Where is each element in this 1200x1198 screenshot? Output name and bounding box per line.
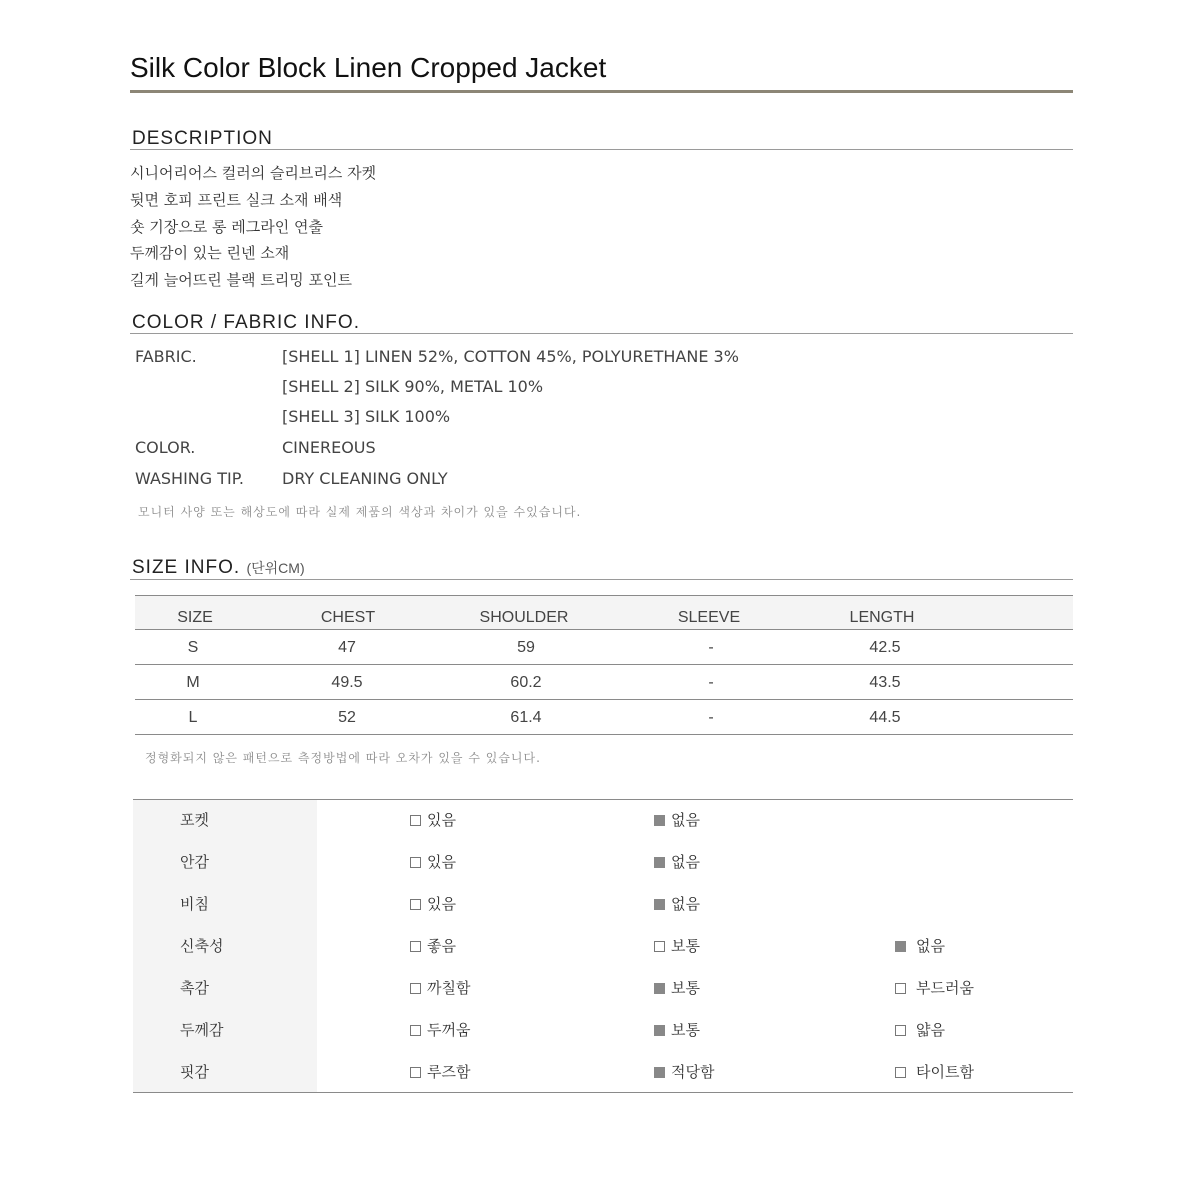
table-cell: M [186, 674, 200, 691]
checkbox-icon [654, 815, 665, 826]
property-label: 포켓 [180, 811, 209, 829]
fabric-label: FABRIC. [135, 347, 197, 366]
checkbox-icon [410, 1067, 421, 1078]
checkbox-icon [410, 857, 421, 868]
checkbox-icon [410, 899, 421, 910]
size-table-header [135, 595, 1073, 630]
property-option [410, 851, 456, 872]
checkbox-icon [654, 1067, 665, 1078]
property-label: 안감 [180, 853, 209, 871]
property-option [410, 893, 456, 914]
table-cell: L [188, 709, 198, 726]
option-label: 있음 [427, 853, 456, 871]
option-label: 있음 [427, 895, 456, 913]
property-label: 두께감 [180, 1021, 224, 1039]
measurement-note: 정형화되지 않은 패턴으로 측정방법에 따라 오차가 있을 수 있습니다. [145, 751, 541, 765]
table-row [135, 700, 1073, 735]
table-cell: 59 [517, 639, 535, 656]
column-header: LENGTH [849, 609, 915, 626]
column-header: SLEEVE [677, 609, 741, 626]
size-unit: (단위CM) [246, 560, 305, 576]
monitor-note: 모니터 사양 또는 해상도에 따라 실제 제품의 색상과 차이가 있을 수있습니다. [138, 505, 582, 519]
property-option [654, 893, 700, 914]
fabric-value: [SHELL 3] SILK 100% [282, 407, 451, 426]
table-cell: 42.5 [869, 639, 901, 656]
size-heading-text: SIZE INFO. [132, 557, 241, 578]
option-label: 적당함 [671, 1063, 715, 1081]
fabric-heading: COLOR / FABRIC INFO. [132, 312, 360, 333]
option-label: 없음 [671, 811, 700, 829]
property-option [654, 1061, 714, 1082]
property-row [133, 893, 1073, 935]
table-cell: 52 [338, 709, 356, 726]
option-label: 좋음 [427, 937, 456, 955]
fabric-divider [130, 333, 1073, 334]
column-header: SIZE [177, 609, 213, 626]
washing-value: DRY CLEANING ONLY [282, 469, 448, 488]
property-option [654, 977, 700, 998]
option-label: 까칠함 [427, 979, 471, 997]
property-option [895, 935, 945, 956]
fabric-value: [SHELL 2] SILK 90%, METAL 10% [282, 377, 544, 396]
property-option [410, 977, 470, 998]
property-label: 촉감 [180, 979, 209, 997]
checkbox-icon [654, 983, 665, 994]
checkbox-icon [895, 941, 906, 952]
table-cell: - [708, 674, 714, 691]
checkbox-icon [654, 941, 665, 952]
checkbox-icon [654, 899, 665, 910]
checkbox-icon [410, 815, 421, 826]
description-list [130, 160, 376, 294]
property-option [895, 1061, 974, 1082]
fabric-value: [SHELL 1] LINEN 52%, COTTON 45%, POLYURETHANE 3% [282, 347, 739, 366]
property-option [654, 809, 700, 830]
column-header: SHOULDER [479, 609, 569, 626]
table-cell: S [187, 639, 199, 656]
property-option [410, 809, 456, 830]
table-cell: 44.5 [869, 709, 901, 726]
property-option [895, 977, 974, 998]
option-label: 보통 [671, 937, 700, 955]
checkbox-icon [410, 1025, 421, 1036]
size-divider [130, 579, 1073, 580]
table-cell: 60.2 [510, 674, 542, 691]
table-cell: 43.5 [869, 674, 901, 691]
option-label: 있음 [427, 811, 456, 829]
option-label: 두꺼움 [427, 1021, 471, 1039]
checkbox-icon [410, 941, 421, 952]
description-line: 시니어리어스 컬러의 슬리브리스 자켓 [130, 164, 377, 182]
property-label: 비침 [180, 895, 209, 913]
option-label: 없음 [671, 895, 700, 913]
checkbox-icon [895, 983, 906, 994]
color-label: COLOR. [135, 438, 196, 457]
table-cell: 47 [338, 639, 356, 656]
description-line: 길게 늘어뜨린 블랙 트리밍 포인트 [130, 271, 352, 289]
table-cell: - [708, 709, 714, 726]
property-label: 핏감 [180, 1063, 209, 1081]
checkbox-icon [410, 983, 421, 994]
description-heading: DESCRIPTION [132, 128, 273, 149]
column-header: CHEST [320, 609, 376, 626]
property-row [133, 1019, 1073, 1061]
washing-label: WASHING TIP. [135, 469, 244, 488]
table-cell: 61.4 [510, 709, 542, 726]
option-label: 얇음 [916, 1021, 945, 1039]
property-row [133, 1061, 1073, 1103]
option-label: 없음 [671, 853, 700, 871]
table-row [135, 630, 1073, 665]
property-label: 신축성 [180, 937, 224, 955]
description-line: 숏 기장으로 롱 레그라인 연출 [130, 217, 323, 236]
color-value: CINEREOUS [282, 438, 376, 457]
description-line: 두께감이 있는 린넨 소재 [130, 244, 290, 263]
option-label: 타이트함 [916, 1063, 974, 1081]
property-row [133, 809, 1073, 851]
option-label: 루즈함 [427, 1063, 471, 1081]
option-label: 보통 [671, 1021, 700, 1039]
property-option [410, 935, 456, 956]
size-heading [132, 557, 305, 579]
option-label: 보통 [671, 979, 700, 997]
option-label: 부드러움 [916, 979, 974, 997]
checkbox-icon [654, 857, 665, 868]
property-option [654, 851, 700, 872]
description-divider [130, 149, 1073, 150]
property-option [895, 1019, 945, 1040]
option-label: 없음 [916, 937, 945, 955]
size-table [135, 595, 1073, 735]
description-line: 뒷면 호피 프린트 실크 소재 배색 [130, 190, 343, 209]
table-row [135, 665, 1073, 700]
product-title: Silk Color Block Linen Cropped Jacket [130, 52, 607, 83]
property-row [133, 851, 1073, 893]
property-option [654, 935, 700, 956]
title-divider [130, 90, 1073, 93]
property-option [654, 1019, 700, 1040]
table-cell: - [708, 639, 714, 656]
table-cell: 49.5 [331, 674, 363, 691]
checkbox-icon [895, 1067, 906, 1078]
property-option [410, 1019, 470, 1040]
checkbox-icon [895, 1025, 906, 1036]
property-row [133, 935, 1073, 977]
checkbox-icon [654, 1025, 665, 1036]
property-row [133, 977, 1073, 1019]
property-option [410, 1061, 470, 1082]
fabric-properties-table [133, 799, 1073, 1093]
